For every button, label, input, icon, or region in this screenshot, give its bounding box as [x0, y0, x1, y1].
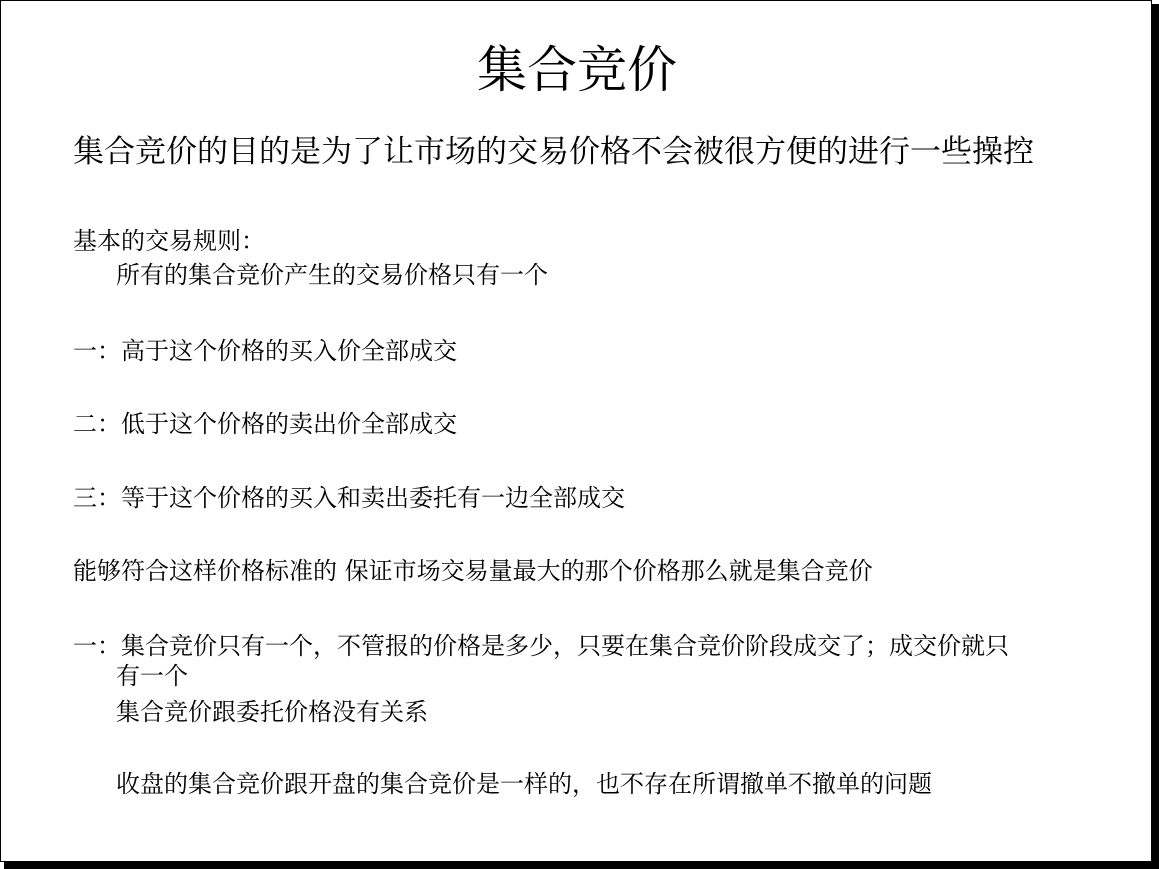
note-one-line2: 有一个 — [116, 662, 188, 690]
rules-heading: 基本的交易规则： — [73, 227, 265, 255]
note-one-line1: 一：集合竞价只有一个，不管报的价格是多少，只要在集合竞价阶段成交了；成交价就只 — [73, 632, 1009, 660]
slide-shadow-right — [1152, 4, 1159, 869]
note-one-line3: 集合竞价跟委托价格没有关系 — [116, 698, 428, 726]
note-closing: 收盘的集合竞价跟开盘的集合竞价是一样的，也不存在所谓撤单不撤单的问题 — [116, 770, 932, 798]
slide-subtitle: 集合竞价的目的是为了让市场的交易价格不会被很方便的进行一些操控 — [73, 134, 1034, 170]
slide-title: 集合竞价 — [477, 41, 677, 99]
rule-one: 一：高于这个价格的买入价全部成交 — [73, 337, 457, 365]
slide-shadow-bottom — [4, 862, 1159, 869]
rule-intro: 所有的集合竞价产生的交易价格只有一个 — [116, 261, 548, 289]
rule-summary: 能够符合这样价格标准的 保证市场交易量最大的那个价格那么就是集合竞价 — [73, 557, 873, 585]
rule-two: 二：低于这个价格的卖出价全部成交 — [73, 410, 457, 438]
rule-three: 三：等于这个价格的买入和卖出委托有一边全部成交 — [73, 484, 625, 512]
